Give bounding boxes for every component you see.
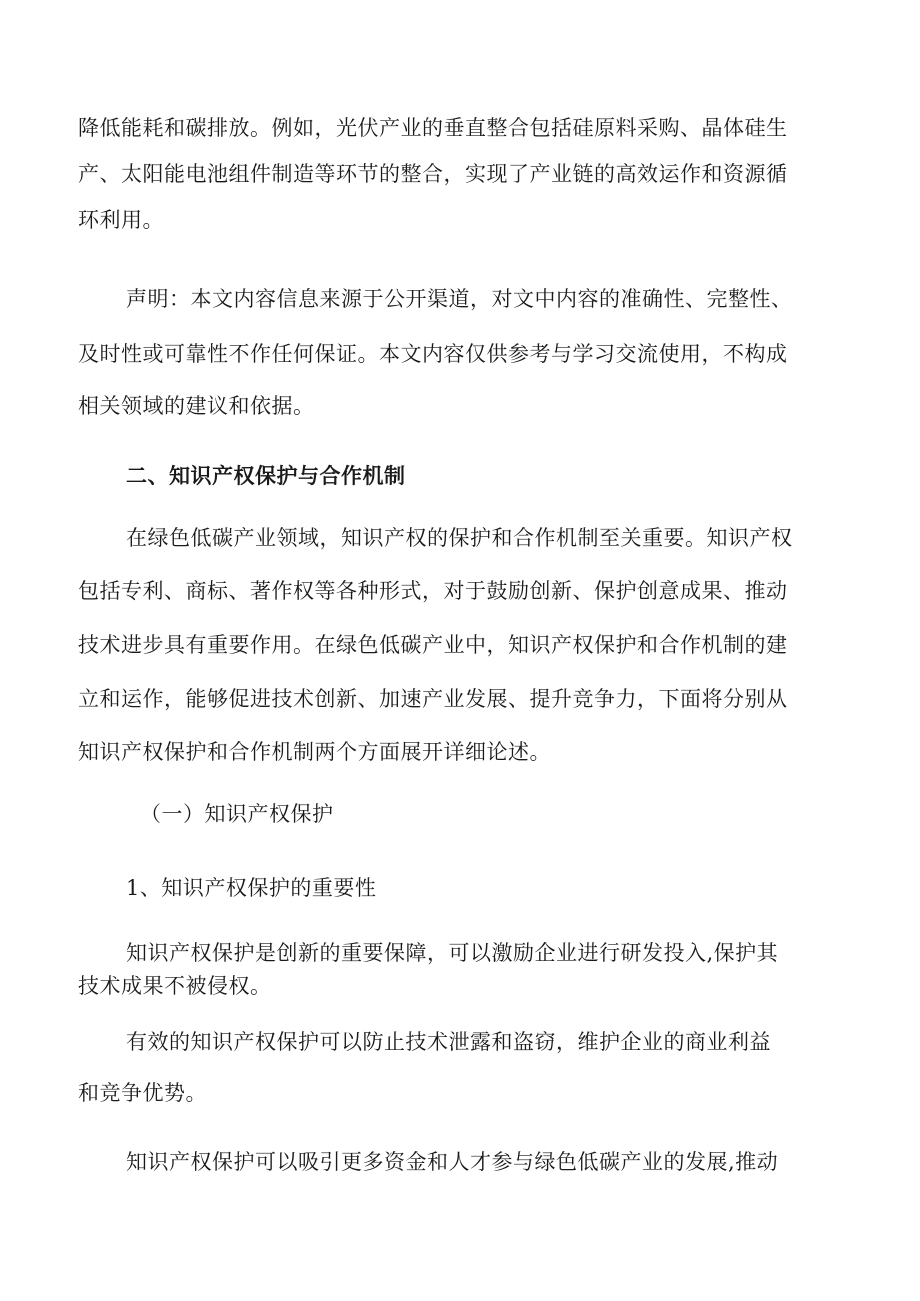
paragraph-line: 声明：本文内容信息来源于公开渠道，对文中内容的准确性、完整性、: [126, 287, 793, 311]
paragraph-line: 及时性或可靠性不作任何保证。本文内容仅供参考与学习交流使用，不构成: [78, 342, 788, 366]
paragraph-line: 环利用。: [78, 208, 164, 232]
paragraph-line: 和竞争优势。: [78, 1081, 207, 1105]
paragraph-line: 立和运作，能够促进技术创新、加速产业发展、提升竞争力，下面将分别从: [78, 687, 788, 711]
paragraph-line: 技术成果不被侵权。: [78, 974, 272, 998]
section-heading: 二、知识产权保护与合作机制: [126, 464, 406, 488]
paragraph-line: 相关领域的建议和依据。: [78, 394, 315, 418]
paragraph-line: 知识产权保护是创新的重要保障，可以激励企业进行研发投入,保护其: [126, 941, 779, 965]
paragraph-line: 知识产权保护可以吸引更多资金和人才参与绿色低碳产业的发展,推动: [126, 1150, 779, 1174]
paragraph-line: 在绿色低碳产业领域，知识产权的保护和合作机制至关重要。知识产权: [126, 526, 793, 550]
paragraph-line: 产、太阳能电池组件制造等环节的整合，实现了产业链的高效运作和资源循: [78, 162, 788, 186]
paragraph-line: 技术进步具有重要作用。在绿色低碳产业中，知识产权保护和合作机制的建: [78, 633, 788, 657]
paragraph-line: 有效的知识产权保护可以防止技术泄露和盗窃，维护企业的商业利益: [126, 1030, 771, 1054]
item-heading: 1、知识产权保护的重要性: [126, 876, 377, 900]
paragraph-line: 降低能耗和碳排放。例如，光伏产业的垂直整合包括硅原料采购、晶体硅生: [78, 116, 788, 140]
subsection-heading: （一）知识产权保护: [140, 802, 334, 826]
paragraph-line: 知识产权保护和合作机制两个方面展开详细论述。: [78, 740, 551, 764]
paragraph-line: 包括专利、商标、著作权等各种形式，对于鼓励创新、保护创意成果、推动: [78, 579, 788, 603]
